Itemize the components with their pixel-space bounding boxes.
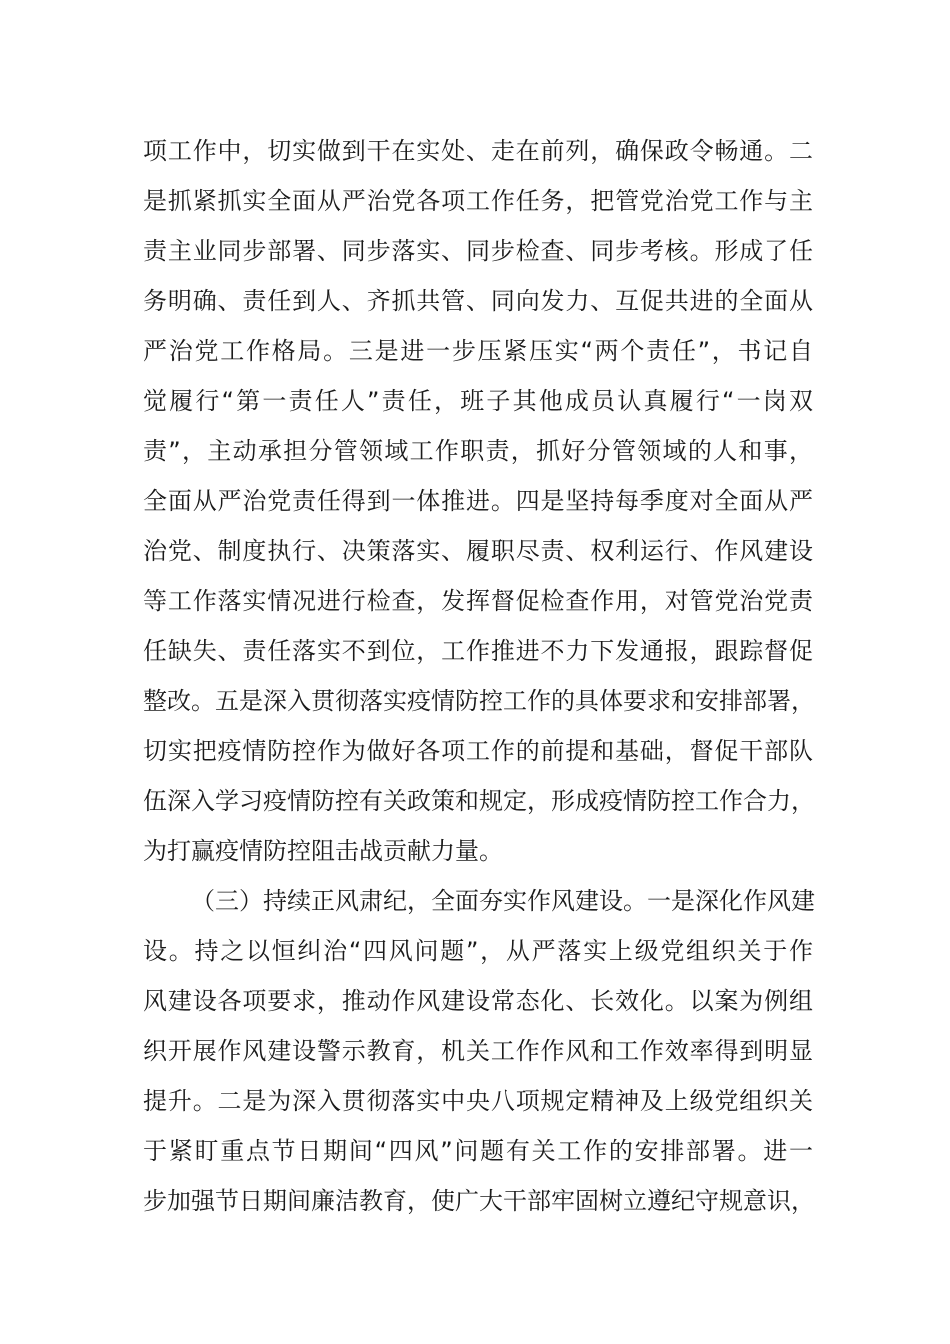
text-line: 责”，主动承担分管领域工作职责，抓好分管领域的人和事， — [143, 437, 813, 465]
text-line: 伍深入学习疫情防控有关政策和规定，形成疫情防控工作合力， — [143, 787, 815, 815]
text-line: 为打赢疫情防控阻击战贡献力量。 — [143, 837, 503, 865]
text-line: 提升。二是为深入贯彻落实中央八项规定精神及上级党组织关 — [143, 1087, 813, 1115]
text-line: 织开展作风建设警示教育，机关工作作风和工作效率得到明显 — [143, 1037, 813, 1065]
section-heading-line: （三）持续正风肃纪，全面夯实作风建设。一是深化作风建 — [191, 887, 815, 915]
text-line: 于紧盯重点节日期间“四风”问题有关工作的安排部署。进一 — [143, 1137, 813, 1165]
text-line: 设。持之以恒纠治“四风问题”，从严落实上级党组织关于作 — [143, 937, 813, 965]
text-line: 风建设各项要求，推动作风建设常态化、长效化。以案为例组 — [143, 987, 813, 1015]
text-line: 步加强节日期间廉洁教育，使广大干部牢固树立遵纪守规意识， — [143, 1187, 815, 1215]
text-line: 整改。五是深入贯彻落实疫情防控工作的具体要求和安排部署， — [143, 687, 815, 715]
text-line: 全面从严治党责任得到一体推进。四是坚持每季度对全面从严 — [143, 487, 813, 515]
text-line: 务明确、责任到人、齐抓共管、同向发力、互促共进的全面从 — [143, 287, 813, 315]
text-line: 是抓紧抓实全面从严治党各项工作任务，把管党治党工作与主 — [143, 187, 813, 215]
text-line: 切实把疫情防控作为做好各项工作的前提和基础，督促干部队 — [143, 737, 813, 765]
text-line: 觉履行“第一责任人”责任，班子其他成员认真履行“一岗双 — [143, 387, 813, 415]
body-text — [143, 126, 813, 1226]
text-line: 责主业同步部署、同步落实、同步检查、同步考核。形成了任 — [143, 237, 813, 265]
text-line: 严治党工作格局。三是进一步压紧压实“两个责任”，书记自 — [143, 337, 813, 365]
text-line: 任缺失、责任落实不到位，工作推进不力下发通报，跟踪督促 — [143, 637, 813, 665]
text-line: 项工作中，切实做到干在实处、走在前列，确保政令畅通。二 — [143, 137, 813, 165]
text-line: 等工作落实情况进行检查，发挥督促检查作用，对管党治党责 — [143, 587, 813, 615]
text-line: 治党、制度执行、决策落实、履职尽责、权利运行、作风建设 — [143, 537, 813, 565]
